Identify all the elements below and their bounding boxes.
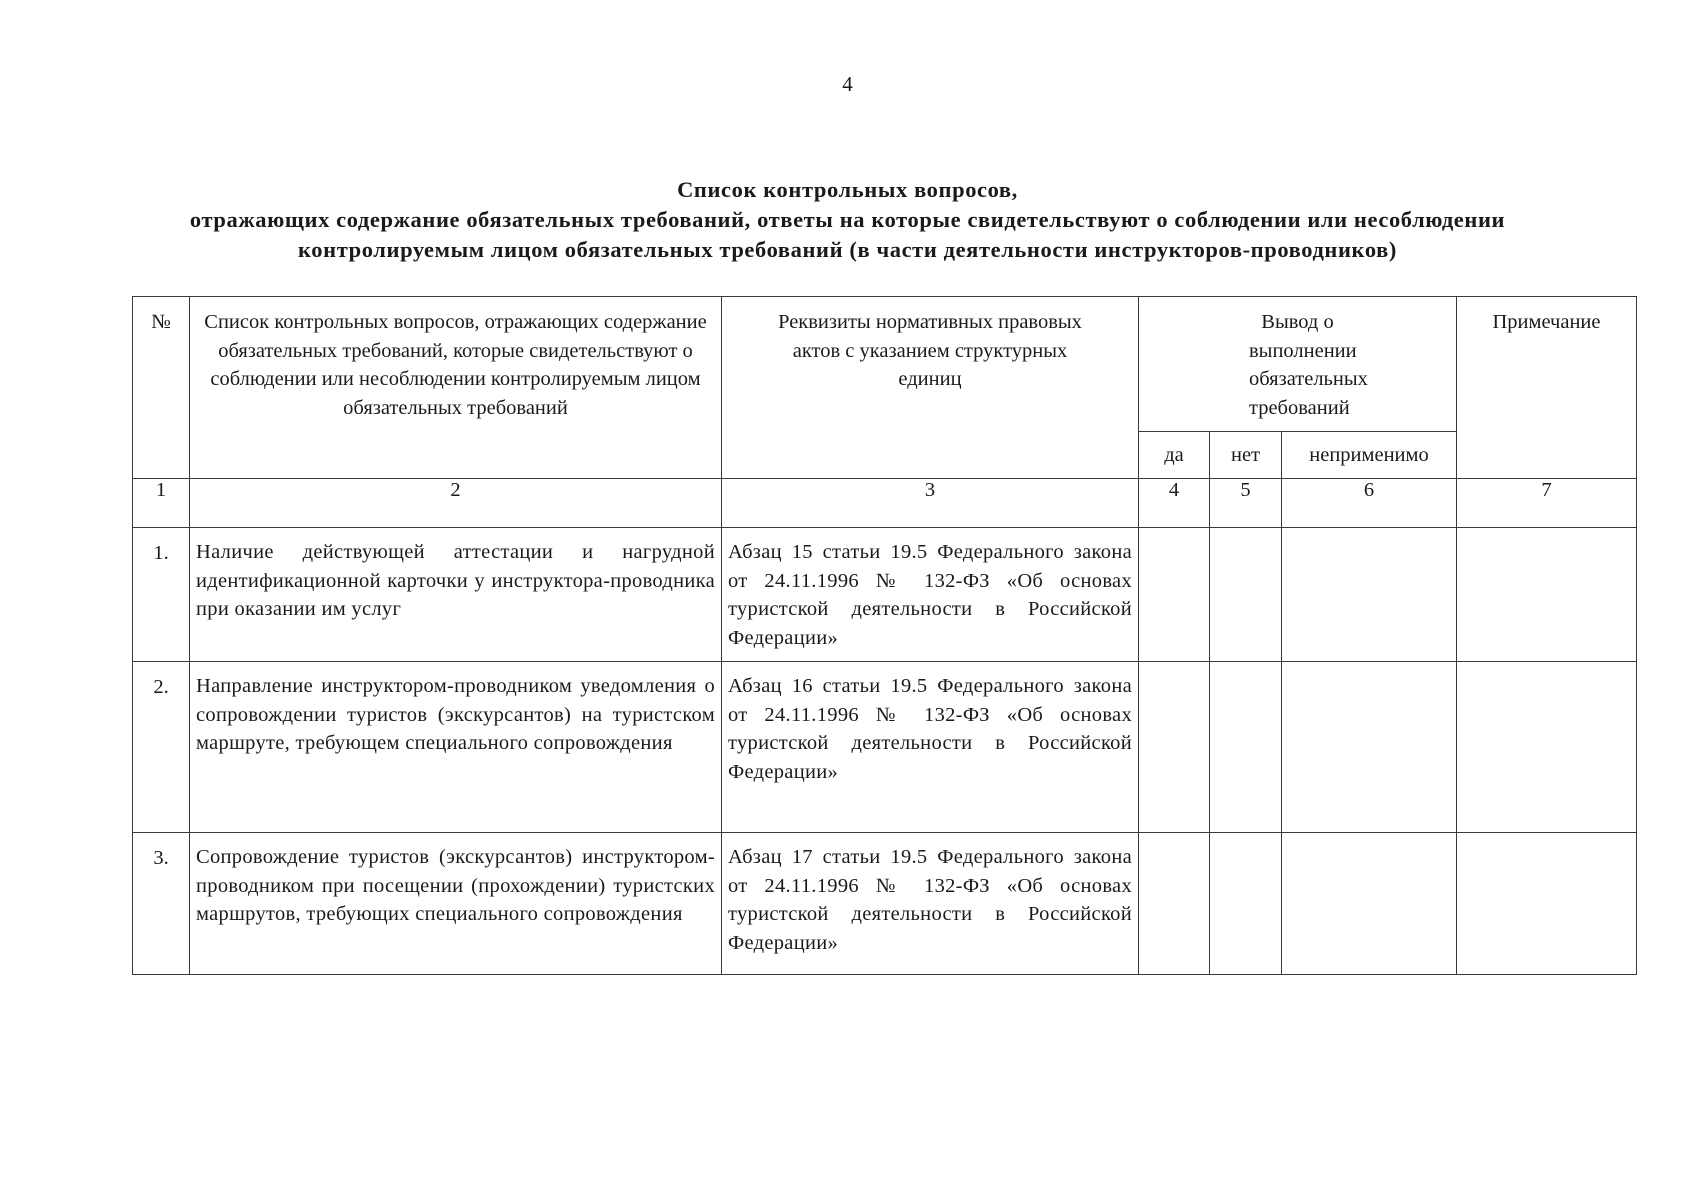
header-not-applicable: неприменимо (1282, 432, 1457, 479)
column-numbers-row (133, 479, 1637, 528)
column-number: 7 (1457, 479, 1637, 528)
column-number: 3 (722, 479, 1139, 528)
answer-no-cell[interactable] (1210, 528, 1282, 662)
answer-not-applicable-cell[interactable] (1282, 528, 1457, 662)
column-number: 4 (1139, 479, 1210, 528)
answer-no-cell[interactable] (1210, 662, 1282, 833)
table-row (133, 662, 1637, 833)
header-yes: да (1139, 432, 1210, 479)
row-requisite: Абзац 15 статьи 19.5 Федерального закона от 24.11.1996 № 132-ФЗ «Об основах туристской деятельности в Российской Федерации» (722, 528, 1139, 662)
column-number: 5 (1210, 479, 1282, 528)
table-row (133, 528, 1637, 662)
header-note: Примечание (1457, 297, 1637, 479)
table-row (133, 833, 1637, 975)
note-cell[interactable] (1457, 833, 1637, 975)
column-number: 1 (133, 479, 190, 528)
column-number: 2 (190, 479, 722, 528)
column-number: 6 (1282, 479, 1457, 528)
document-title (100, 175, 1595, 265)
answer-yes-cell[interactable] (1139, 528, 1210, 662)
row-question: Наличие действующей аттестации и нагрудной идентификационной карточки у инструктора-проводника при оказании им услуг (190, 528, 722, 662)
row-number: 1. (133, 528, 190, 662)
header-number: № (133, 297, 190, 479)
row-question: Направление инструктором-проводником уведомления о сопровождении туристов (экскурсантов) на туристском маршруте, требующем специального сопровождения (190, 662, 722, 833)
answer-yes-cell[interactable] (1139, 662, 1210, 833)
answer-not-applicable-cell[interactable] (1282, 833, 1457, 975)
note-cell[interactable] (1457, 528, 1637, 662)
title-line-1: Список контрольных вопросов, (677, 177, 1018, 202)
row-number: 3. (133, 833, 190, 975)
answer-not-applicable-cell[interactable] (1282, 662, 1457, 833)
note-cell[interactable] (1457, 662, 1637, 833)
header-requisites: Реквизиты нормативных правовых актов с указанием структурных единиц (722, 297, 1139, 479)
row-requisite: Абзац 16 статьи 19.5 Федерального закона от 24.11.1996 № 132-ФЗ «Об основах туристской деятельности в Российской Федерации» (722, 662, 1139, 833)
answer-yes-cell[interactable] (1139, 833, 1210, 975)
page-number: 4 (842, 72, 853, 96)
row-number: 2. (133, 662, 190, 833)
title-line-2: отражающих содержание обязательных требований, ответы на которые свидетельствуют о соблюдении или несоблюдении (189, 207, 1506, 232)
header-questions: Список контрольных вопросов, отражающих содержание обязательных требований, которые свидетельствуют о соблюдении или несоблюдении контролируемым лицом обязательных требований (190, 297, 722, 479)
title-line-3: контролируемым лицом обязательных требований (в части деятельности инструкторов-проводников) (298, 237, 1397, 262)
checklist-table (132, 296, 1637, 975)
header-no: нет (1210, 432, 1282, 479)
row-question: Сопровождение туристов (экскурсантов) инструктором-проводником при посещении (прохождении) туристских маршрутов, требующих специального сопровождения (190, 833, 722, 975)
header-conclusion: Вывод о выполнении обязательных требований (1139, 297, 1457, 432)
answer-no-cell[interactable] (1210, 833, 1282, 975)
row-requisite: Абзац 17 статьи 19.5 Федерального закона от 24.11.1996 № 132-ФЗ «Об основах туристской деятельности в Российской Федерации» (722, 833, 1139, 975)
